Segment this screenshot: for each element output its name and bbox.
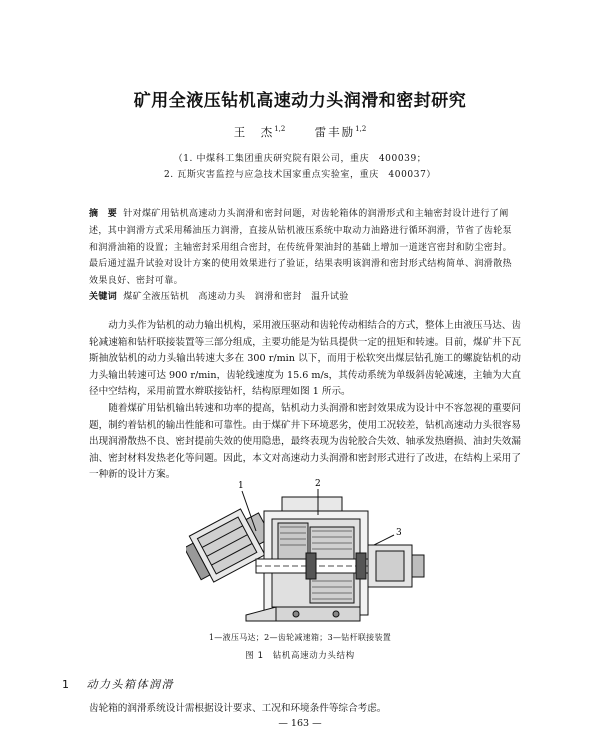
- abstract-label: 摘 要: [89, 209, 118, 219]
- author-wang: 王 杰: [233, 125, 275, 139]
- figure-caption: 图 1 钻机高速动力头结构: [245, 651, 355, 661]
- figure-legend: 1—液压马达；2—齿轮减速箱；3—钻杆联接装置: [208, 633, 392, 642]
- keywords: [89, 289, 521, 302]
- callout-2: 2: [315, 479, 321, 489]
- abstract-text: 针对煤矿用钻机高速动力头润滑和密封问题，对齿轮箱体的润滑形式和主轴密封设计进行了阐述，其中润滑方式采用稀油压力润滑，直接从钻机液压系统中取动力油路进行循环润滑，节省了齿轮泵和润滑油箱的设置；主轴密封采用组合密封，在传统骨架油封的基础上增加一道迷宫密封和防尘密封。最后通过温升试验对设计方案的使用效果进行了验证，结果表明该润滑和密封形式结构简单、润滑散热效果良好、密封可靠。: [89, 209, 513, 287]
- author-line: [0, 124, 600, 140]
- section-first-line: 齿轮箱的润滑系统设计需根据设计要求、工况和环境条件等综合考虑。: [89, 703, 387, 714]
- section-heading: [62, 676, 174, 692]
- author-wang-affil: 1,2: [274, 125, 286, 134]
- paragraph-1: 动力头作为钻机的动力输出机构，采用液压驱动和齿轮传动相结合的方式，整体上由液压马达、齿轮减速箱和钻杆联接装置等三部分组成，主要功能是为钻具提供一定的扭矩和转速。目前，煤矿井下瓦斯抽放钻机的动力头输出转速大多在 300 r/min 以下，而用于松软突出煤层钻孔施工的螺旋钻机的动力头输出转速可达 900 r/min，齿轮线速度为 15.6 m/s，其传动系统为单级斜齿轮减速，主轴为大直径中空结构，采用前置水辫联接钻杆，结构原理如图 1 所示。: [89, 320, 521, 398]
- paper-title: 矿用全液压钻机高速动力头润滑和密封研究: [133, 91, 467, 111]
- affiliation-2: 2. 瓦斯灾害监控与应急技术国家重点实验室，重庆 400037）: [163, 170, 436, 180]
- body-text: [89, 318, 521, 484]
- keywords-text: 煤矿全液压钻机 高速动力头 润滑和密封 温升试验: [123, 292, 349, 302]
- section-title: 动力头箱体润滑: [86, 678, 174, 691]
- abstract: [89, 206, 521, 290]
- callout-1: 1: [238, 481, 244, 491]
- figure-1-drawing: [186, 475, 436, 627]
- affiliation-1: （1. 中煤科工集团重庆研究院有限公司，重庆 400039；: [173, 154, 427, 164]
- author-lei: 雷丰励: [314, 125, 356, 139]
- paragraph-2: 随着煤矿用钻机输出转速和功率的提高，钻机动力头润滑和密封效果成为设计中不容忽视的重要问题，制约着钻机的输出性能和可靠性。由于煤矿井下环境恶劣，使用工况较差，钻机高速动力头很容易出现润滑散热不良、密封提前失效的使用隐患，最终表现为齿轮胶合失效、轴承发热磨损、油封失效漏油、密封材料发热老化等问题。因此，本文对高速动力头润滑和密封形式进行了改进，在结构上采用了一种新的设计方案。: [89, 402, 521, 481]
- section-number: 1: [62, 678, 71, 691]
- keywords-label: 关键词: [89, 292, 118, 302]
- callout-3: 3: [396, 528, 402, 538]
- author-lei-affil: 1,2: [355, 125, 367, 134]
- page-number: — 163 —: [278, 718, 322, 729]
